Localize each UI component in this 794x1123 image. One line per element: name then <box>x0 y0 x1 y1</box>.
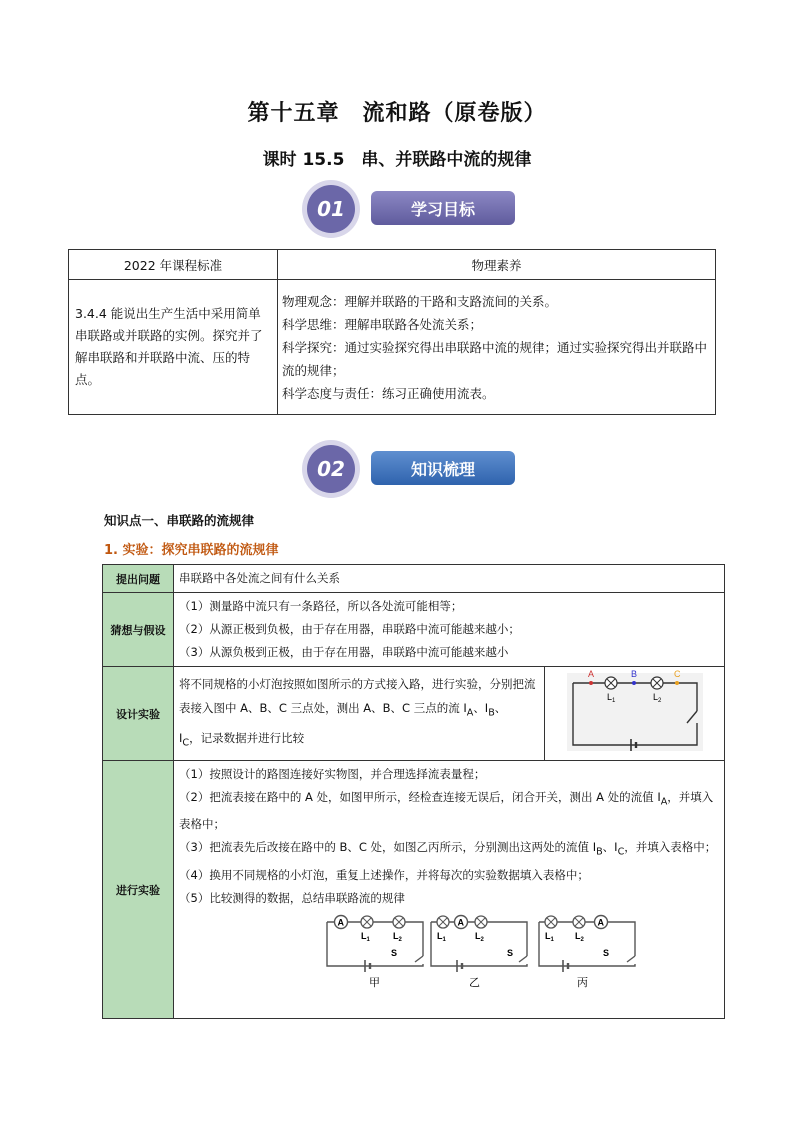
svg-text:L2: $L_2$ <box>393 930 402 943</box>
circuit-diagram <box>545 667 721 757</box>
row-label: 设计实验 <box>103 667 174 761</box>
row-content <box>174 667 545 761</box>
procedure-line: （1）按照设计的路图连接好实物图，并合理选择流表量程； <box>179 767 486 781</box>
design-text: I <box>179 730 183 745</box>
section-label: 学习目标 <box>371 191 515 225</box>
svg-text:A: A <box>337 917 344 928</box>
svg-text:S: S <box>391 947 398 958</box>
svg-text:L1: $L_1$ <box>545 930 554 943</box>
label-c: C <box>674 669 681 679</box>
goals-standard-text: 3.4.4 能说出生产生活中采用简单串联路或并联路的实例。探究并了解串联路和并联路中流、压的特点。 <box>69 280 278 415</box>
svg-text:L2: $L_2$ <box>575 930 584 943</box>
procedure-line: （2）把流表接在路中的 A 处，如图甲所示，经检查连接无误后，闭合开关，测出 A 处的流值 $I_A$，并填入表格中； <box>179 790 714 832</box>
procedure-line: （4）换用不同规格的小灯泡，重复上述操作，并将每次的实验数据填入表格中； <box>179 867 589 882</box>
label-a: A <box>588 669 595 679</box>
row-label: 进行实验 <box>103 761 174 1019</box>
row-label: 提出问题 <box>103 565 174 593</box>
point-b <box>632 681 636 685</box>
literacy-line: 科学探究：通过实验探究得出串联路中流的规律；通过实验探究得出并联路中流的规律； <box>282 339 708 378</box>
goals-table <box>68 249 716 415</box>
knowledge-point-heading: 知识点一、串联路的流规律 <box>104 513 255 528</box>
row-content <box>174 761 725 1019</box>
design-text: 、I <box>473 701 489 716</box>
svg-text:S: S <box>603 947 610 958</box>
literacy-line: 科学思维：理解串联路各处流关系； <box>282 316 483 332</box>
section-label: 知识梳理 <box>371 451 515 485</box>
lamp-l1 <box>605 677 617 689</box>
circuit-jia <box>327 915 423 972</box>
lamp-l2 <box>651 677 663 689</box>
svg-text:S: S <box>507 947 514 958</box>
circuit-bing <box>539 915 635 972</box>
procedure-line: （5）比较测得的数据，总结串联路流的规律 <box>179 890 405 905</box>
three-circuits <box>179 910 719 990</box>
point-a <box>589 681 593 685</box>
svg-text:L1: $L_1$ <box>361 930 370 943</box>
label-l2: $L_2$ <box>653 692 662 704</box>
page-title: 第十五章 流和路（原卷版） <box>247 101 547 126</box>
design-diagram-cell <box>545 667 725 761</box>
hypothesis-line: （2）从源正极到负极，由于存在用器，串联路中流可能越来越小； <box>179 622 520 636</box>
svg-text:A: A <box>457 917 464 928</box>
caption-jia: 甲 <box>369 975 380 989</box>
svg-text:L1: $L_1$ <box>437 930 446 943</box>
section-header-goals <box>307 185 527 231</box>
design-text: 将不同规格的小灯泡按照如图所示的方式接入路，进行实验，分别把流表接入图中 A、B、C 三点处，测出 A、B、C 三点的流 I <box>179 677 536 716</box>
row-content <box>174 593 725 667</box>
page-subtitle: 课时 15.5 串、并联路中流的规律 <box>262 150 532 170</box>
svg-text:A: A <box>597 917 604 928</box>
label-l1: $L_1$ <box>607 692 616 704</box>
circuit-yi <box>431 915 527 972</box>
experiment-table <box>102 564 725 1019</box>
literacy-line: 物理观念：理解并联路的干路和支路流间的关系。 <box>282 293 558 309</box>
section-number: 02 <box>307 445 355 493</box>
label-b: B <box>631 669 638 679</box>
section-number: 01 <box>307 185 355 233</box>
goals-literacy-cell <box>278 280 716 415</box>
design-text: ，记录数据并进行比较 <box>189 730 305 745</box>
hypothesis-line: （3）从源负极到正极，由于存在用器，串联路中流可能越来越小 <box>179 645 509 659</box>
experiment-heading: 1. 实验：探究串联路的流规律 <box>104 543 279 558</box>
row-label: 猜想与假设 <box>103 593 174 667</box>
literacy-line: 科学态度与责任：练习正确使用流表。 <box>282 385 495 401</box>
procedure-line: （3）把流表先后改接在路中的 B、C 处，如图乙丙所示，分别测出这两处的流值 $I_B$、$I_C$，并填入表格中； <box>179 840 717 858</box>
procedure-diagrams <box>179 910 719 990</box>
row-content: 串联路中各处流之间有什么关系 <box>174 565 725 593</box>
goals-header-standard: 2022 年课程标准 <box>69 250 278 280</box>
hypothesis-line: （1）测量路中流只有一条路径，所以各处流可能相等； <box>179 599 463 613</box>
sub-c: C <box>182 736 190 748</box>
sub-b: B <box>488 707 495 719</box>
svg-text:L2: $L_2$ <box>475 930 484 943</box>
sub-a: A <box>466 707 474 719</box>
caption-bing: 丙 <box>577 975 588 989</box>
design-text: 、 <box>494 701 507 716</box>
goals-header-literacy: 物理素养 <box>278 250 716 280</box>
section-header-knowledge <box>307 445 527 491</box>
caption-yi: 乙 <box>469 975 480 989</box>
point-c <box>675 681 679 685</box>
